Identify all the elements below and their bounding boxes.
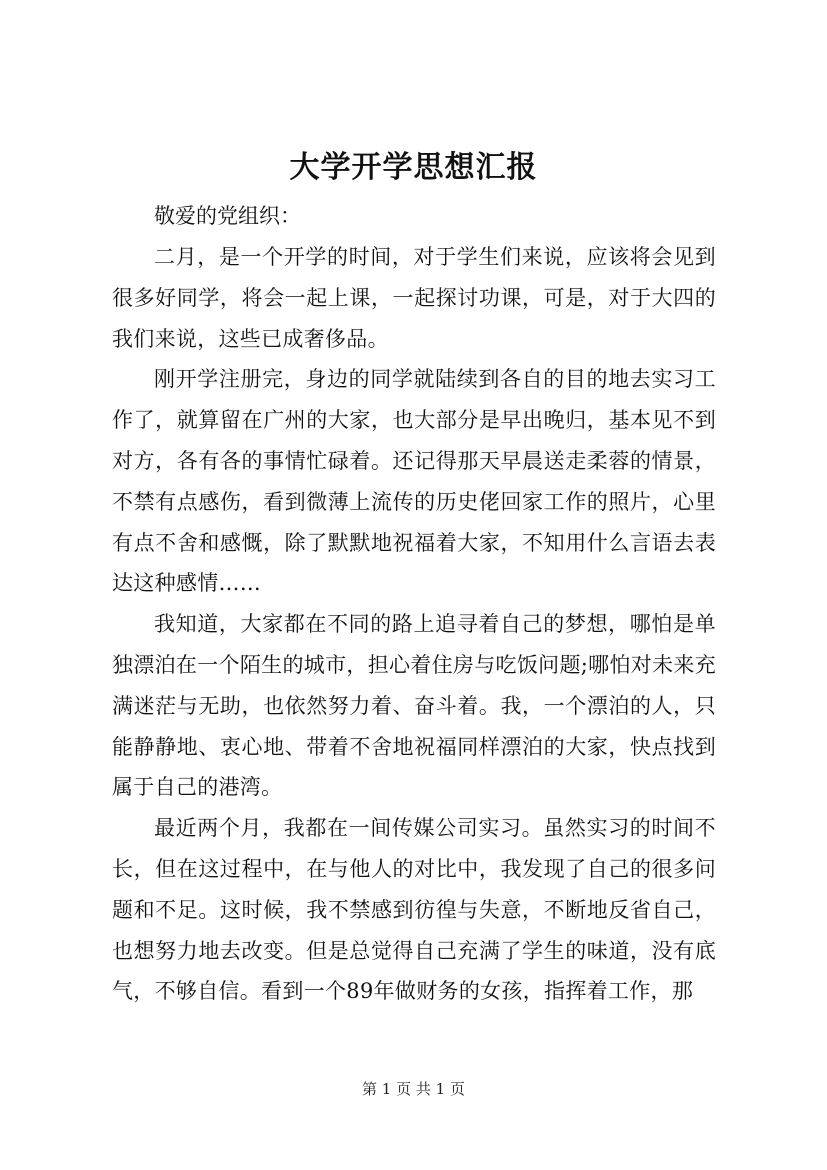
paragraph: 最近两个月，我都在一间传媒公司实习。虽然实习的时间不长，但在这过程中，在与他人的对比中，我发现了自己的很多问题和不足。这时候，我不禁感到彷徨与失意，不断地反省自己，也想努力地去改变。但是总觉得自己充满了学生的味道，没有底气，不够自信。看到一个89年做财务的女孩，指挥着工作，那 (112, 816, 716, 1004)
salutation: 敬爱的党组织： (154, 204, 301, 228)
paragraph: 我知道，大家都在不同的路上追寻着自己的梦想，哪怕是单独漂泊在一个陌生的城市，担心着住房与吃饭问题;哪怕对未来充满迷茫与无助，也依然努力着、奋斗着。我，一个漂泊的人，只能静静地、衷心地、带着不舍地祝福同样漂泊的大家，快点找到属于自己的港湾。 (112, 612, 716, 800)
document-title: 大学开学思想汇报 (289, 150, 538, 185)
page-footer: 第 1 页 共 1 页 (362, 1080, 465, 1098)
document-body (112, 237, 716, 1012)
paragraph: 二月，是一个开学的时间，对于学生们来说，应该将会见到很多好同学，将会一起上课，一起探讨功课，可是，对于大四的我们来说，这些已成奢侈品。 (112, 245, 716, 351)
paragraph: 刚开学注册完，身边的同学就陆续到各自的目的地去实习工作了，就算留在广州的大家，也大部分是早出晚归，基本见不到对方，各有各的事情忙碌着。还记得那天早晨送走柔蓉的情景，不禁有点感伤，看到微薄上流传的历史佬回家工作的照片，心里有点不舍和感慨，除了默默地祝福着大家，不知用什么言语去表达这种感情…… (112, 367, 716, 596)
